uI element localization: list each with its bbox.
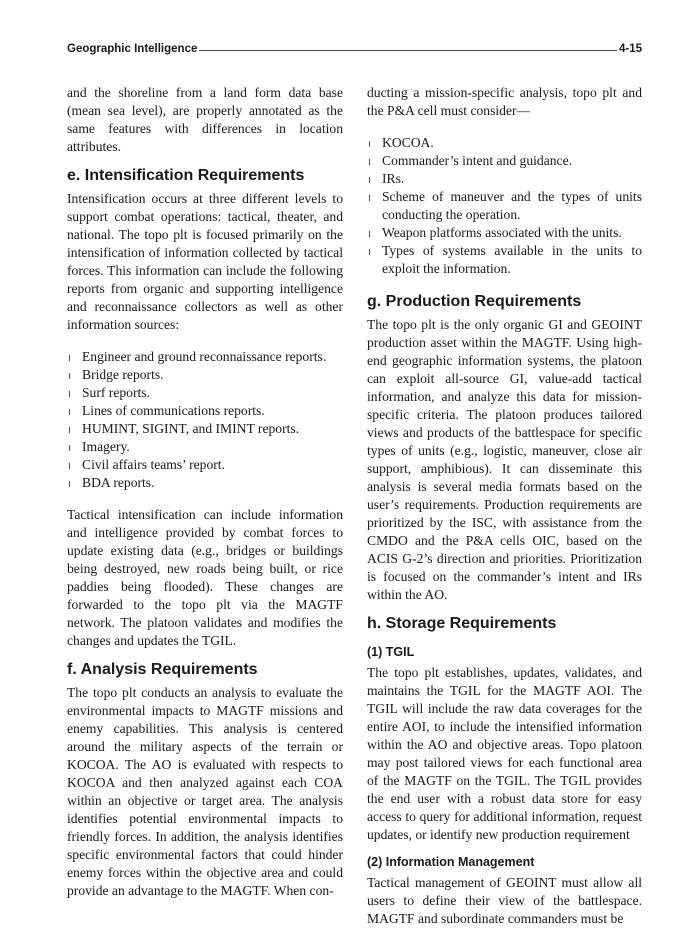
running-header <box>67 41 642 57</box>
left-column <box>67 84 343 900</box>
list-item: BDA reports. <box>67 474 343 492</box>
page-number: 4-15 <box>618 43 642 55</box>
subsection-heading-tgil: (1) TGIL <box>367 645 415 659</box>
paragraph: Tactical intensification can include information and intelligence provided by combat forces to update existing data (e.g., bridges or buildings being destroyed, new roads being built, or rice paddies being flooded). These changes are forwarded to the topo plt via the MAGTF network. The platoon validates and modifies the changes and updates the TGIL. <box>67 507 343 648</box>
list-item: Lines of communications reports. <box>67 402 343 420</box>
list-item: Civil affairs teams’ report. <box>67 456 343 474</box>
list-item: Weapon platforms associated with the units. <box>367 224 642 242</box>
list-item: IRs. <box>367 170 642 188</box>
continued-paragraph: and the shoreline from a land form data base (mean sea level), are properly annotated as the same features with differences in location attributes. <box>67 85 343 154</box>
section-heading-storage: h. Storage Requirements <box>367 615 557 632</box>
section-heading-production: g. Production Requirements <box>367 293 582 310</box>
paragraph: The topo plt conducts an analysis to evaluate the environmental impacts to MAGTF missions and enemy capabilities. This analysis is centered around the military aspects of the terrain or KOCOA. The AO is evaluated with respects to KOCOA and then analyzed against each COA within an objective or target area. The analysis identifies potential environmental impacts to friendly forces. In addition, the analysis identifies specific environmental factors that could hinder enemy forces within the objective area and could provide an advantage to the MAGTF. When con- <box>67 685 343 898</box>
header-rule <box>199 50 617 51</box>
bullet-list-considerations <box>367 134 642 278</box>
continued-paragraph: ducting a mission-specific analysis, topo plt and the P&A cell must consider— <box>367 85 642 118</box>
list-item: Engineer and ground reconnaissance reports. <box>67 348 343 366</box>
section-heading-analysis: f. Analysis Requirements <box>67 661 258 678</box>
paragraph: The topo plt establishes, updates, validates, and maintains the TGIL for the MAGTF AOI. The TGIL will include the raw data coverages for the entire AOI, to include the intensified information within the AO and objective areas. Topo platoon may post tailored views for each functional area of the MAGTF on the TGIL. The TGIL provides the end user with a robust data store for easy access to query for additional information, request updates, or identify new production requirement <box>367 665 642 842</box>
list-item: Commander’s intent and guidance. <box>367 152 642 170</box>
paragraph: Tactical management of GEOINT must allow all users to define their view of the battlespace. MAGTF and subordinate commanders must be <box>367 875 642 926</box>
subsection-heading-information-management: (2) Information Management <box>367 855 535 869</box>
list-item: Imagery. <box>67 438 343 456</box>
list-item: Types of systems available in the units to exploit the information. <box>367 242 642 278</box>
list-item: Scheme of maneuver and the types of units conducting the operation. <box>367 188 642 224</box>
paragraph: Intensification occurs at three different levels to support combat operations: tactical, theater, and national. The topo plt is focused primarily on the intensification of information collected by tactical forces. This information can include the following reports from organic and supporting intelligence and reconnaissance collectors as well as other information sources: <box>67 191 343 332</box>
bullet-list-reports <box>67 348 343 492</box>
list-item: HUMINT, SIGINT, and IMINT reports. <box>67 420 343 438</box>
right-column <box>367 84 642 928</box>
list-item: Surf reports. <box>67 384 343 402</box>
list-item: Bridge reports. <box>67 366 343 384</box>
chapter-title: Geographic Intelligence <box>67 43 198 55</box>
section-heading-intensification: e. Intensification Requirements <box>67 167 305 184</box>
list-item: KOCOA. <box>367 134 642 152</box>
paragraph: The topo plt is the only organic GI and GEOINT production asset within the MAGTF. Using high-end geographic information systems, the platoon can exploit all-source GI, value-add tactical information, and analyze this data for mission-specific criteria. The platoon produces tailored views and products of the battlespace for specific types of units (e.g., logistic, maneuver, close air support, amphibious). It can disseminate this analysis is several media formats based on the user’s requirements. Production requirements are prioritized by the ISC, with assistance from the CMDO and the P&A cells OIC, based on the ACIS G-2’s direction and priorities. Prioritization is focused on the commander’s intent and IRs within the AO. <box>367 317 642 602</box>
